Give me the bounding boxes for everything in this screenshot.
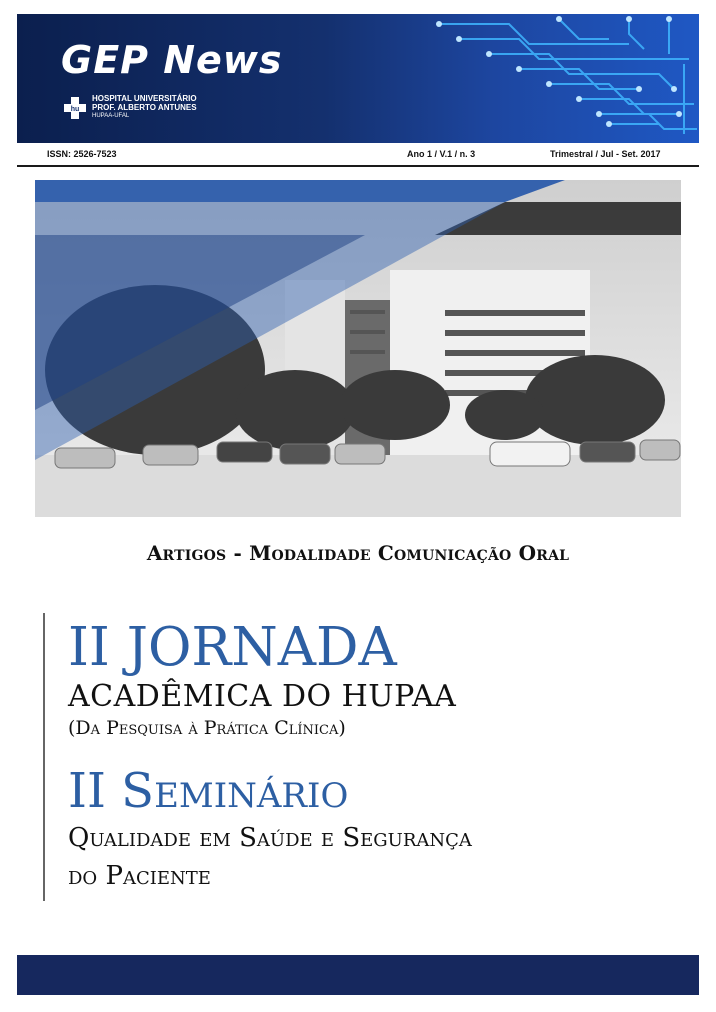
- hospital-photo-illustration: [35, 180, 681, 517]
- hospital-logo: [62, 94, 197, 121]
- divider-line: [43, 613, 45, 901]
- logo-mark-letters: hu: [70, 105, 80, 113]
- logo-line-1: HOSPITAL UNIVERSITÁRIO: [92, 94, 197, 103]
- publication-period: Trimestral / Jul - Set. 2017: [550, 149, 661, 159]
- hospital-logo-text: [92, 94, 197, 121]
- section-title: Artigos - Modalidade Comunicação Oral: [146, 541, 570, 565]
- seminario-line-1: Qualidade em Saúde e Segurança: [68, 823, 472, 853]
- issue-info-bar: [17, 143, 699, 167]
- seminario-title: II Seminário: [68, 763, 349, 819]
- logo-line-3: HUPAA-UFAL: [92, 113, 130, 119]
- footer-bar: [17, 955, 699, 995]
- jornada-subtitle: ACADÊMICA DO HUPAA: [68, 679, 457, 714]
- seminario-line-2: do Paciente: [68, 861, 211, 891]
- logo-line-2: PROF. ALBERTO ANTUNES: [92, 103, 197, 112]
- jornada-title: II JORNADA: [68, 617, 397, 678]
- jornada-note: (Da Pesquisa à Prática Clínica): [68, 717, 346, 739]
- hospital-logo-icon: [62, 95, 88, 121]
- volume-number: Ano 1 / V.1 / n. 3: [407, 149, 476, 159]
- newsletter-title: GEP News: [61, 38, 283, 82]
- issn: ISSN: 2526-7523: [47, 149, 117, 159]
- header-banner: [17, 14, 699, 143]
- hospital-photo: [35, 180, 681, 517]
- circuit-decoration-icon: [429, 14, 699, 143]
